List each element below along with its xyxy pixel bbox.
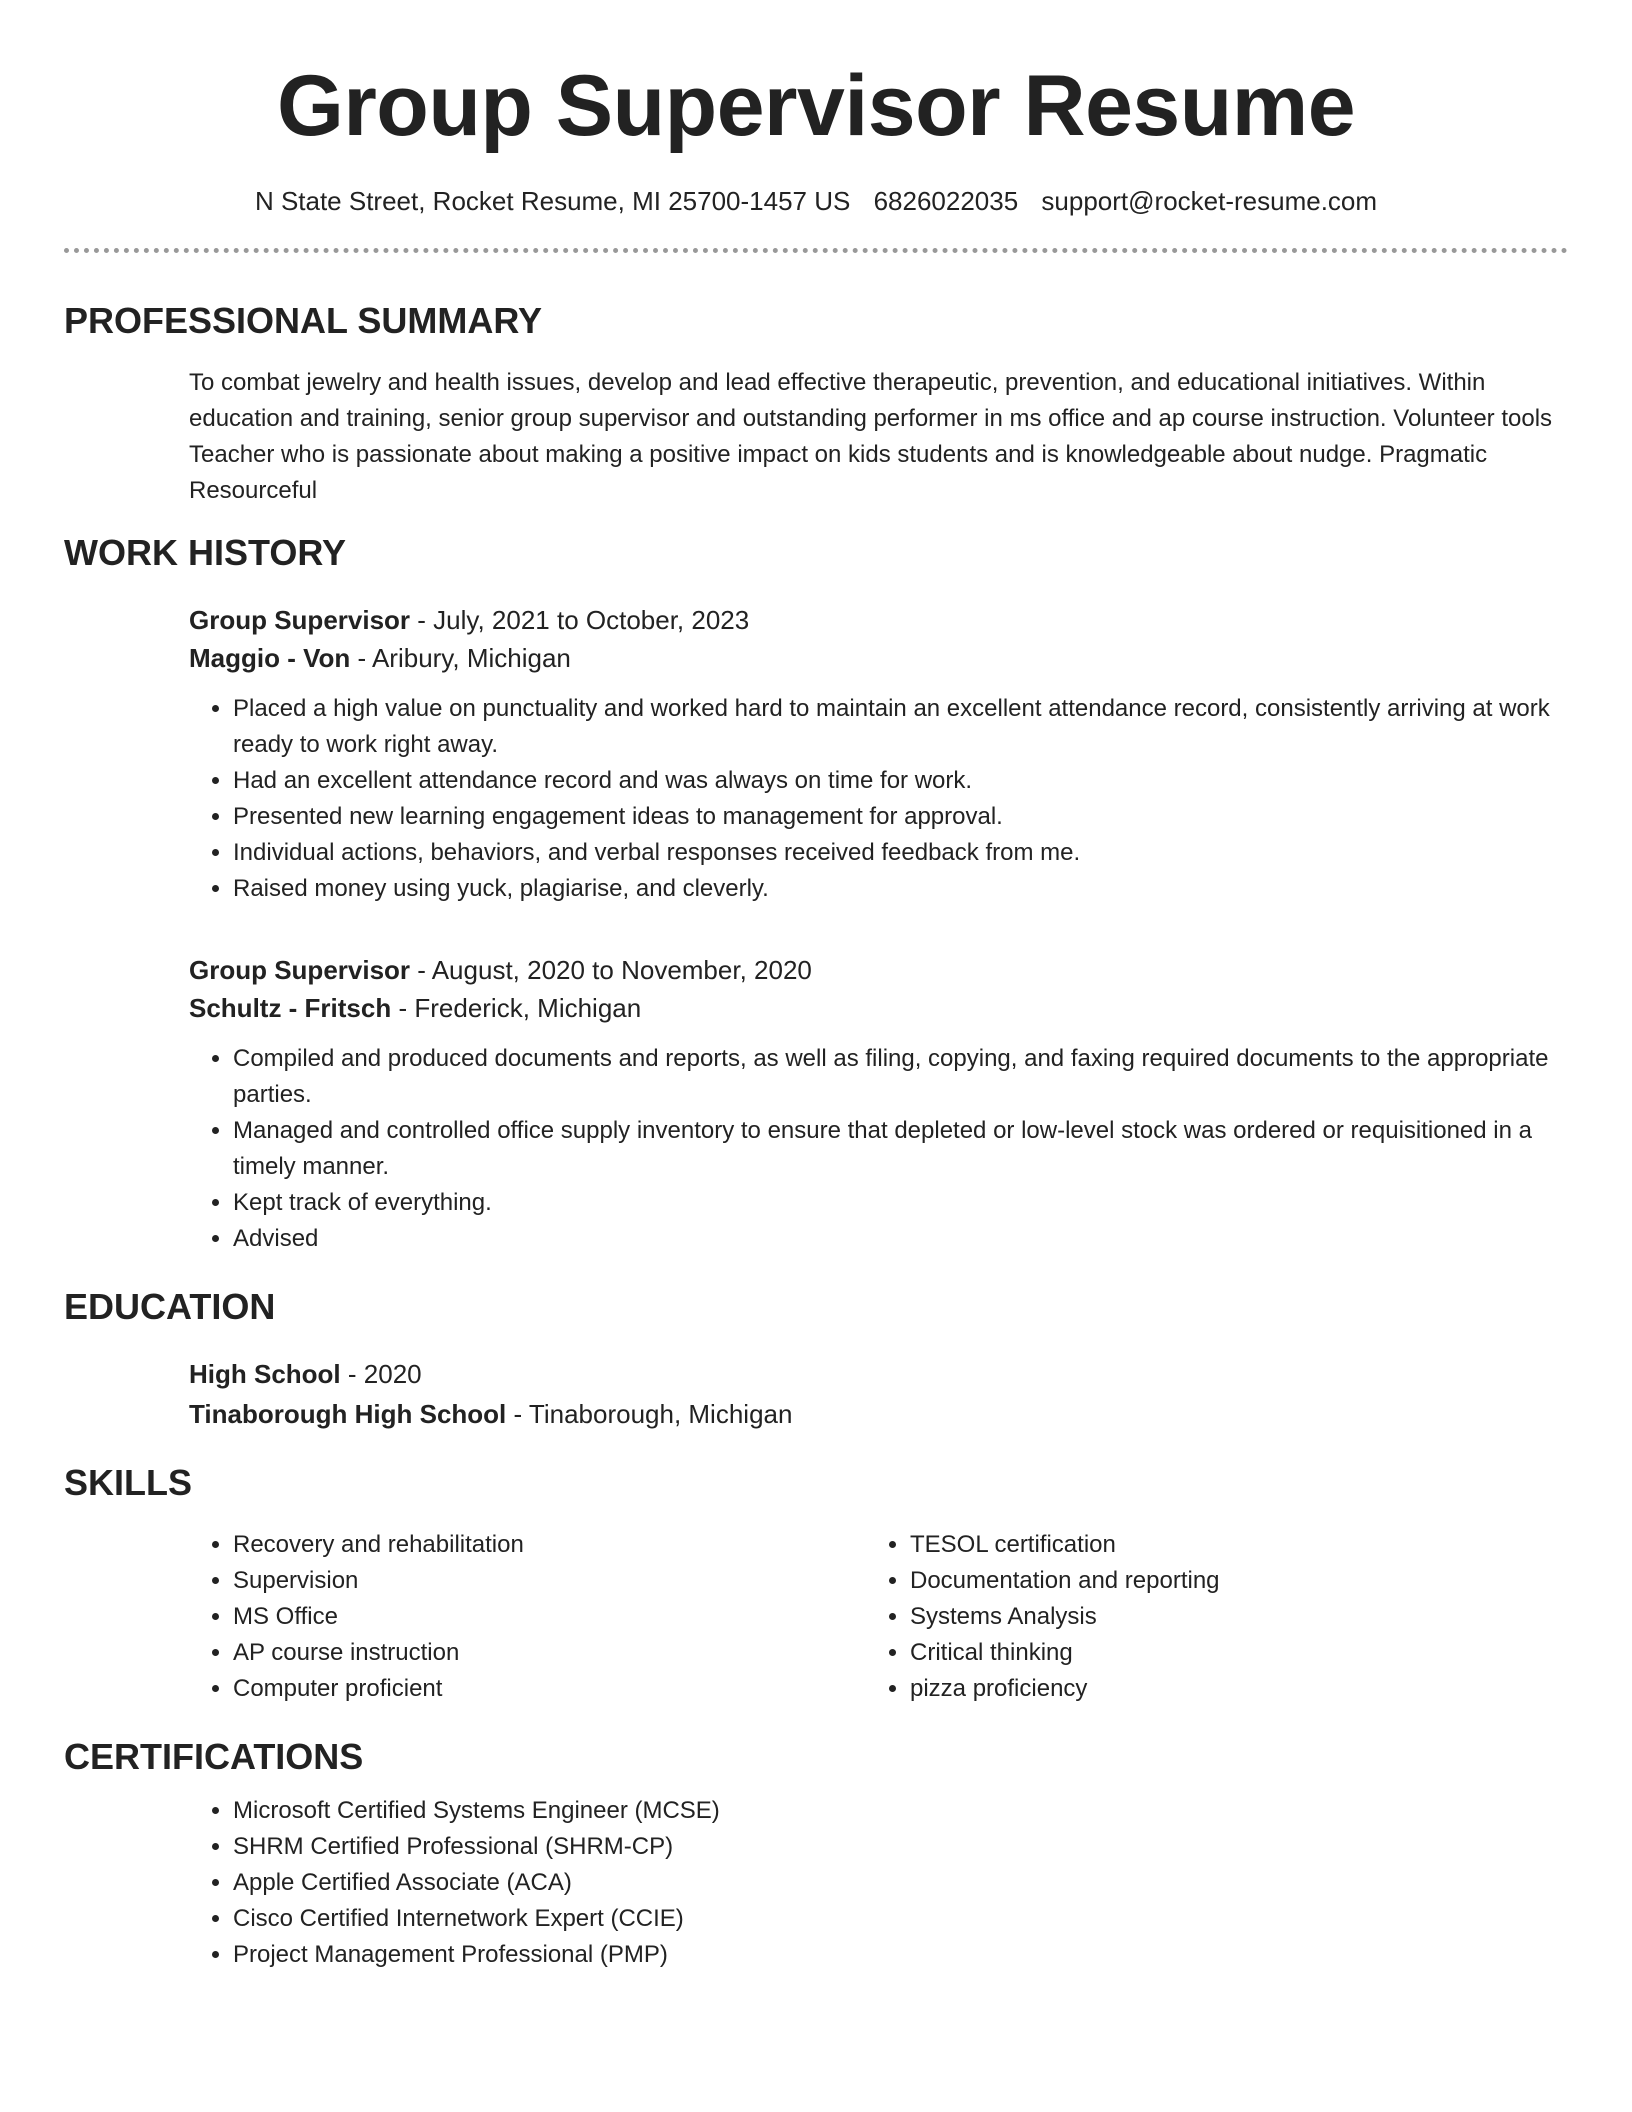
job-location: - Aribury, Michigan (350, 643, 571, 673)
skill-item: • Documentation and reporting (910, 1563, 1543, 1599)
certification-item: • Cisco Certified Internetwork Expert (CCIE) (233, 1901, 1568, 1937)
job-bullet: • Placed a high value on punctuality and worked hard to maintain an excellent attendance record, consistently arriving at work ready to work right away. (233, 691, 1568, 763)
job-title-line (189, 601, 1568, 639)
job-title: Group Supervisor (189, 605, 411, 635)
job-bullet: • Presented new learning engagement ideas to management for approval. (233, 799, 1568, 835)
job-location: - Frederick, Michigan (391, 993, 642, 1023)
skill-item: • pizza proficiency (910, 1671, 1543, 1707)
certifications-heading: CERTIFICATIONS (64, 1736, 364, 1777)
education-school-line (189, 1395, 1568, 1433)
job-bullet: • Individual actions, behaviors, and verbal responses received feedback from me. (233, 835, 1568, 871)
certification-item: • Microsoft Certified Systems Engineer (MCSE) (233, 1793, 1568, 1829)
job-entry (189, 601, 1568, 907)
skills-column-right (866, 1527, 1543, 1707)
job-company-line (189, 989, 1568, 1027)
job-bullet: • Managed and controlled office supply inventory to ensure that depleted or low-level stock was ordered or requisitioned in a timely manner. (233, 1113, 1568, 1185)
education-location: - Tinaborough, Michigan (506, 1399, 793, 1429)
skill-item: • MS Office (233, 1599, 866, 1635)
skill-item: • Systems Analysis (910, 1599, 1543, 1635)
skill-item: • Supervision (233, 1563, 866, 1599)
contact-phone: 6826022035 (873, 186, 1019, 216)
skills-section (189, 1527, 1568, 1707)
skill-item: • Critical thinking (910, 1635, 1543, 1671)
skill-item: • TESOL certification (910, 1527, 1543, 1563)
certification-item: • Project Management Professional (PMP) (233, 1937, 1568, 1973)
skills-column-left (189, 1527, 866, 1707)
education-year: - 2020 (340, 1359, 422, 1389)
job-bullet: • Raised money using yuck, plagiarise, and cleverly. (233, 871, 1568, 907)
job-company: Maggio - Von (189, 643, 351, 673)
certification-item: • Apple Certified Associate (ACA) (233, 1865, 1568, 1901)
job-bullets (189, 691, 1568, 907)
job-bullet: • Advised (233, 1221, 1568, 1257)
job-bullets (189, 1041, 1568, 1257)
contact-email: support@rocket-resume.com (1041, 186, 1378, 216)
contact-line (64, 184, 1568, 218)
job-bullet: • Had an excellent attendance record and was always on time for work. (233, 763, 1568, 799)
education-heading: EDUCATION (64, 1286, 276, 1327)
job-entry (189, 951, 1568, 1257)
page-title: Group Supervisor Resume (276, 58, 1356, 154)
skills-heading: SKILLS (64, 1462, 193, 1503)
education-degree: High School (189, 1359, 341, 1389)
education-section (189, 1355, 1568, 1433)
header-divider (64, 248, 1568, 253)
work-history-section (189, 601, 1568, 1257)
certifications-list (189, 1793, 1568, 1973)
summary-heading: PROFESSIONAL SUMMARY (64, 300, 543, 341)
certification-item: • SHRM Certified Professional (SHRM-CP) (233, 1829, 1568, 1865)
work-history-heading: WORK HISTORY (64, 532, 347, 573)
education-school: Tinaborough High School (189, 1399, 507, 1429)
job-company: Schultz - Fritsch (189, 993, 392, 1023)
job-dates: - July, 2021 to October, 2023 (410, 605, 750, 635)
summary-text: To combat jewelry and health issues, develop and lead effective therapeutic, prevention, and educational initiatives. Within education and training, senior group supervisor and outstanding performer in ms office and ap course instruction. Volunteer tools Teacher who is passionate about making a positive impact on kids students and is knowledgeable about nudge. Pragmatic Resourceful (189, 369, 1553, 504)
skill-item: • Recovery and rehabilitation (233, 1527, 866, 1563)
contact-address: N State Street, Rocket Resume, MI 25700-1457 US (254, 186, 851, 216)
job-title: Group Supervisor (189, 955, 411, 985)
certifications-section (189, 1793, 1568, 1973)
job-bullet: • Compiled and produced documents and reports, as well as filing, copying, and faxing required documents to the appropriate parties. (233, 1041, 1568, 1113)
job-company-line (189, 639, 1568, 677)
summary-section (189, 365, 1568, 509)
job-title-line (189, 951, 1568, 989)
job-bullet: • Kept track of everything. (233, 1185, 1568, 1221)
skill-item: • AP course instruction (233, 1635, 866, 1671)
skill-item: • Computer proficient (233, 1671, 866, 1707)
job-dates: - August, 2020 to November, 2020 (410, 955, 812, 985)
education-degree-line (189, 1355, 1568, 1393)
